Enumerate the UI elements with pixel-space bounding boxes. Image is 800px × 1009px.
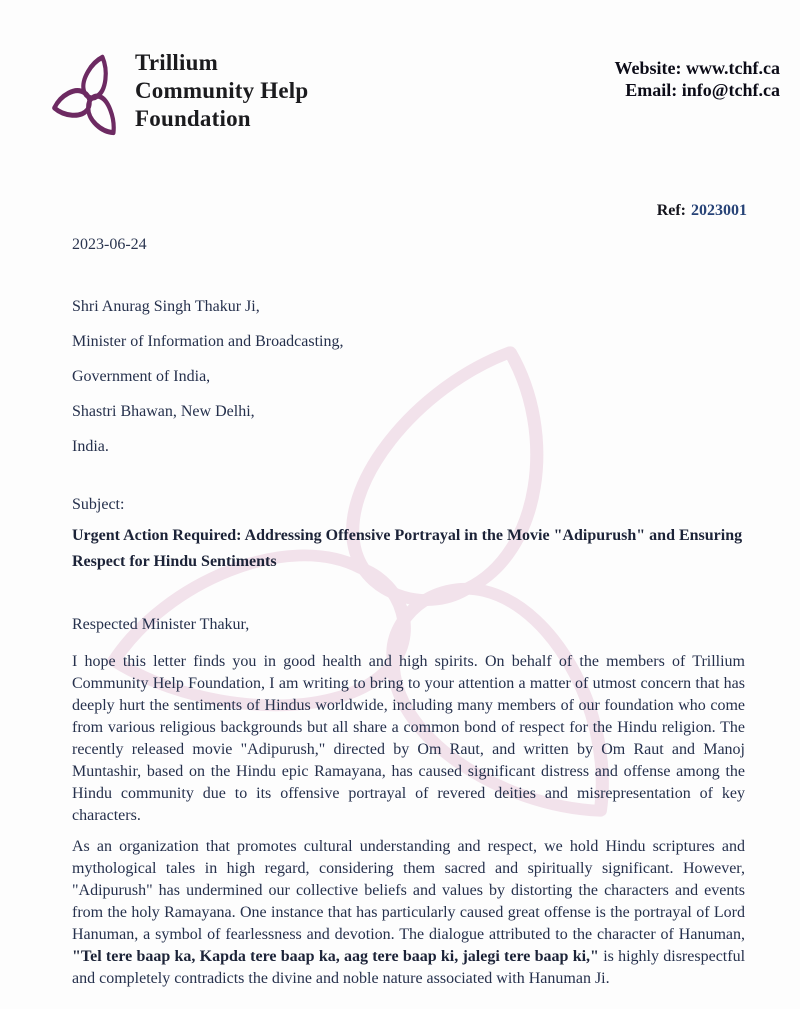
recipient-line: Government of India, (72, 368, 211, 385)
website-text: Website: www.tchf.ca (614, 58, 780, 78)
paragraph-2-text-start: As an organization that promotes cultural understanding and respect, we hold Hindu scriptures and mythological tales in high regard, considering them sacred and spiritually significant. However, "Adipurush" has undermined our collective beliefs and values by distorting the characters and events from the holy Ramayana. One instance that has particularly caused great offense is the portrayal of Lord Hanuman, a symbol of fearlessness and devotion. The dialogue attributed to the character of Hanuman, (72, 838, 745, 943)
reference-line (657, 202, 747, 220)
recipient-address (72, 289, 344, 464)
ref-number: 2023001 (691, 202, 747, 219)
trillium-logo-icon (52, 50, 128, 142)
subject-label: Subject: (72, 496, 125, 513)
recipient-line: Minister of Information and Broadcasting, (72, 333, 344, 350)
org-name-line-1: Trillium (135, 50, 218, 75)
salutation: Respected Minister Thakur, (72, 616, 250, 633)
org-name (135, 49, 308, 133)
letter-date: 2023-06-24 (72, 236, 147, 253)
org-name-line-3: Foundation (135, 106, 251, 131)
paragraph-2-text-end: is highly disrespectful and completely contradicts the divine and noble nature associated with Hanuman Ji. (72, 948, 746, 987)
email-text: Email: info@tchf.ca (625, 80, 780, 100)
body-paragraph-2 (72, 836, 745, 990)
subject-block (72, 494, 750, 575)
letter-body (72, 614, 745, 999)
org-name-line-2: Community Help (135, 78, 309, 103)
recipient-line: India. (72, 438, 109, 455)
ref-label: Ref: (656, 202, 686, 219)
recipient-line: Shri Anurag Singh Thakur Ji, (72, 298, 260, 315)
contact-info (615, 57, 780, 101)
hanuman-dialogue-quote: "Tel tere baap ka, Kapda tere baap ka, aag tere baap ki, jalegi tere baap ki," (72, 948, 599, 965)
subject-text: Urgent Action Required: Addressing Offensive Portrayal in the Movie "Adipurush" and Ensuring Respect for Hindu Sentiments (72, 527, 743, 570)
body-paragraph-1: I hope this letter finds you in good health and high spirits. On behalf of the members of Trillium Community Help Foundation, I am writing to bring to your attention a matter of utmost concern that has deeply hurt the sentiments of Hindus worldwide, including many members of our foundation who come from various religious backgrounds but all share a common bond of respect for the Hindu religion. The recently released movie "Adipurush," directed by Om Raut, and written by Om Raut and Manoj Muntashir, based on the Hindu epic Ramayana, has caused significant distress and offense among the Hindu community due to its offensive portrayal of revered deities and misrepresentation of key characters. (72, 653, 745, 824)
recipient-line: Shastri Bhawan, New Delhi, (72, 403, 255, 420)
